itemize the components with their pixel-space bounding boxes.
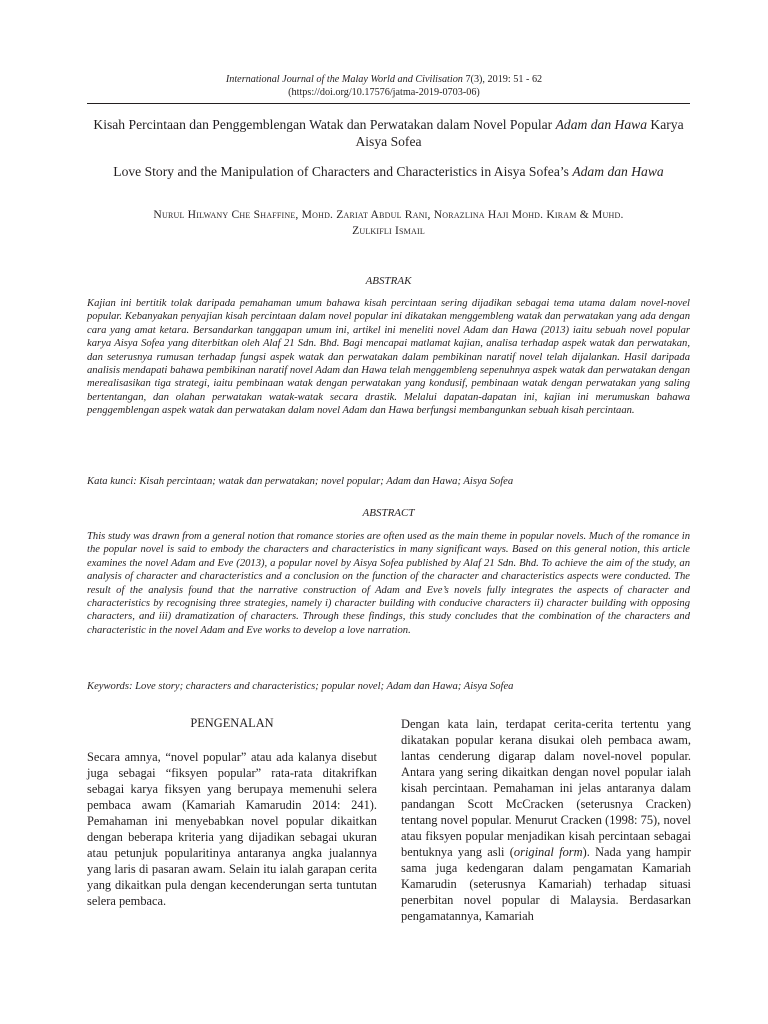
- body-right-part-1: Dengan kata lain, terdapat cerita-cerita tertentu yang dikatakan popular kerana disukai oleh pembaca awam, lantas cenderung digarap dalam novel-novel popular. Antara yang sering dikaitkan dengan novel popular ialah kisah percintaan. Pemahaman ini jelas antaranya dalam pandangan Scott McCracken (seterusnya Cracken) tentang novel popular. Menurut Cracken (1998: 75), novel atau fiksyen popular menjadikan kisah percintaan sebagai bentuknya yang asli (: [401, 717, 691, 859]
- authors-line-1: Nurul Hilwany Che Shaffine, Mohd. Zariat Abdul Rani, Norazlina Haji Mohd. Kiram & Muhd.: [153, 208, 624, 221]
- title-english-novel: Adam dan Hawa: [572, 164, 664, 179]
- authors-line-2: Zulkifli Ismail: [352, 224, 425, 237]
- keywords: Keywords: Love story; characters and characteristics; popular novel; Adam dan Hawa; Aisya Sofea: [87, 681, 514, 692]
- abstract-heading: ABSTRACT: [362, 507, 415, 519]
- doi-link[interactable]: (https://doi.org/10.17576/jatma-2019-0703-06): [288, 87, 480, 98]
- body-column-left: [87, 716, 377, 909]
- title-english: [87, 163, 690, 180]
- body-paragraph-right: [401, 716, 691, 924]
- body-right-italic: original form: [513, 845, 583, 859]
- body-column-right: [401, 716, 691, 924]
- title-malay-novel: Adam dan Hawa: [555, 117, 647, 132]
- body-paragraph-left: Secara amnya, “novel popular” atau ada kalanya disebut juga sebagai “fiksyen popular” rata-rata ditakrifkan sebagai karya fiksyen yang berupaya memenuhi selera pembaca awam (Kamariah Kamarudin 2014: 241). Pemahaman ini menyebabkan novel popular dikaitkan dengan beberapa kriteria yang dijadikan sebagai ukuran atau petunjuk popularitinya antaranya angka jualannya yang laris di pasaran awam. Selain itu ialah garapan cerita yang dikaitkan pula dengan kecenderungan serta tuntutan selera pembaca.: [87, 750, 377, 908]
- title-malay-text: Kisah Percintaan dan Penggemblengan Watak dan Perwatakan dalam Novel Popular: [93, 117, 556, 132]
- title-malay: [87, 116, 690, 150]
- title-malay-tail: Karya Aisya Sofea: [355, 117, 684, 149]
- author-list: [87, 207, 690, 239]
- header-divider: [87, 103, 690, 104]
- body-right-part-2: ). Nada yang hampir sama juga kedengaran dalam pengamatan Kamariah Kamarudin (seterusnya Kamariah) terhadap situasi penerbitan novel popular di Malaysia. Berdasarkan pengamatannya, Kamariah: [401, 845, 692, 923]
- abstract-text: This study was drawn from a general notion that romance stories are often used as the main theme in popular novels. Much of the romance in the popular novel is said to embody the characters and characteristics in many significant ways. Based on this general notion, this article examines the novel Adam and Eve (2013), a popular novel by Aisya Sofea published by Alaf 21 Sdn. Bhd. To achieve the aim of the study, an analysis of character and characteristics and a conclusion on the function of the character and characteristics aspects were conducted. The result of the analysis found that the narrative construction of Adam and Eve’s novels fully integrates the aspects of character and characteristics by recognising three strategies, namely i) character building with conducive characters ii) character building with opposing characters, and iii) dramatization of characters. Through these findings, this study concludes that the combination of the characters and characteristic in the novel Adam and Eve works to develop a love narration.: [87, 531, 690, 636]
- journal-name: International Journal of the Malay World and Civilisation: [225, 74, 463, 85]
- abstrak-heading: ABSTRAK: [365, 275, 412, 287]
- abstrak-text: Kajian ini bertitik tolak daripada pemahaman umum bahawa kisah percintaan sering dijadikan sebagai tema utama dalam novel-novel popular. Kebanyakan penyajian kisah percintaan dalam novel popular ini dikatakan menggembleng watak dan perwatakan yang ada dengan cara yang amat ketara. Bersandarkan tanggapan umum ini, artikel ini meneliti novel Adam dan Hawa (2013) iaitu sebuah novel popular karya Aisya Sofea yang diterbitkan oleh Alaf 21 Sdn. Bhd. Bagi mencapai matlamat kajian, analisa terhadap aspek watak dan perwatakan, dan seterusnya rumusan terhadap fungsi aspek watak dan perwatakan dalam pembikinan naratif novel telah dijalankan. Hasil daripada analisis mendapati bahawa pembikinan naratif novel Adam dan Hawa telah menggembleng sepenuhnya aspek watak dan perwatakan dengan merealisasikan tiga strategi, iaitu pembinaan watak dengan perwatakan yang kondusif, pembinaan watak dengan perwatakan yang saling bertentangan, dan olahan perwatakan watak-watak secara drastik. Melalui dapatan-dapatan ini, kajian ini merumuskan bahawa penggemblengan aspek watak dan perwatakan dalam novel Adam dan Hawa berfungsi membangunkan sebuah kisah percintaan.: [87, 298, 690, 417]
- journal-citation: [0, 73, 768, 86]
- kata-kunci: Kata kunci: Kisah percintaan; watak dan perwatakan; novel popular; Adam dan Hawa; Aisya Sofea: [87, 476, 514, 487]
- section-heading-pengenalan: PENGENALAN: [190, 716, 274, 730]
- journal-issue: 7(3), 2019: 51 - 62: [462, 74, 543, 85]
- title-english-text: Love Story and the Manipulation of Characters and Characteristics in Aisya Sofea’s: [113, 164, 573, 179]
